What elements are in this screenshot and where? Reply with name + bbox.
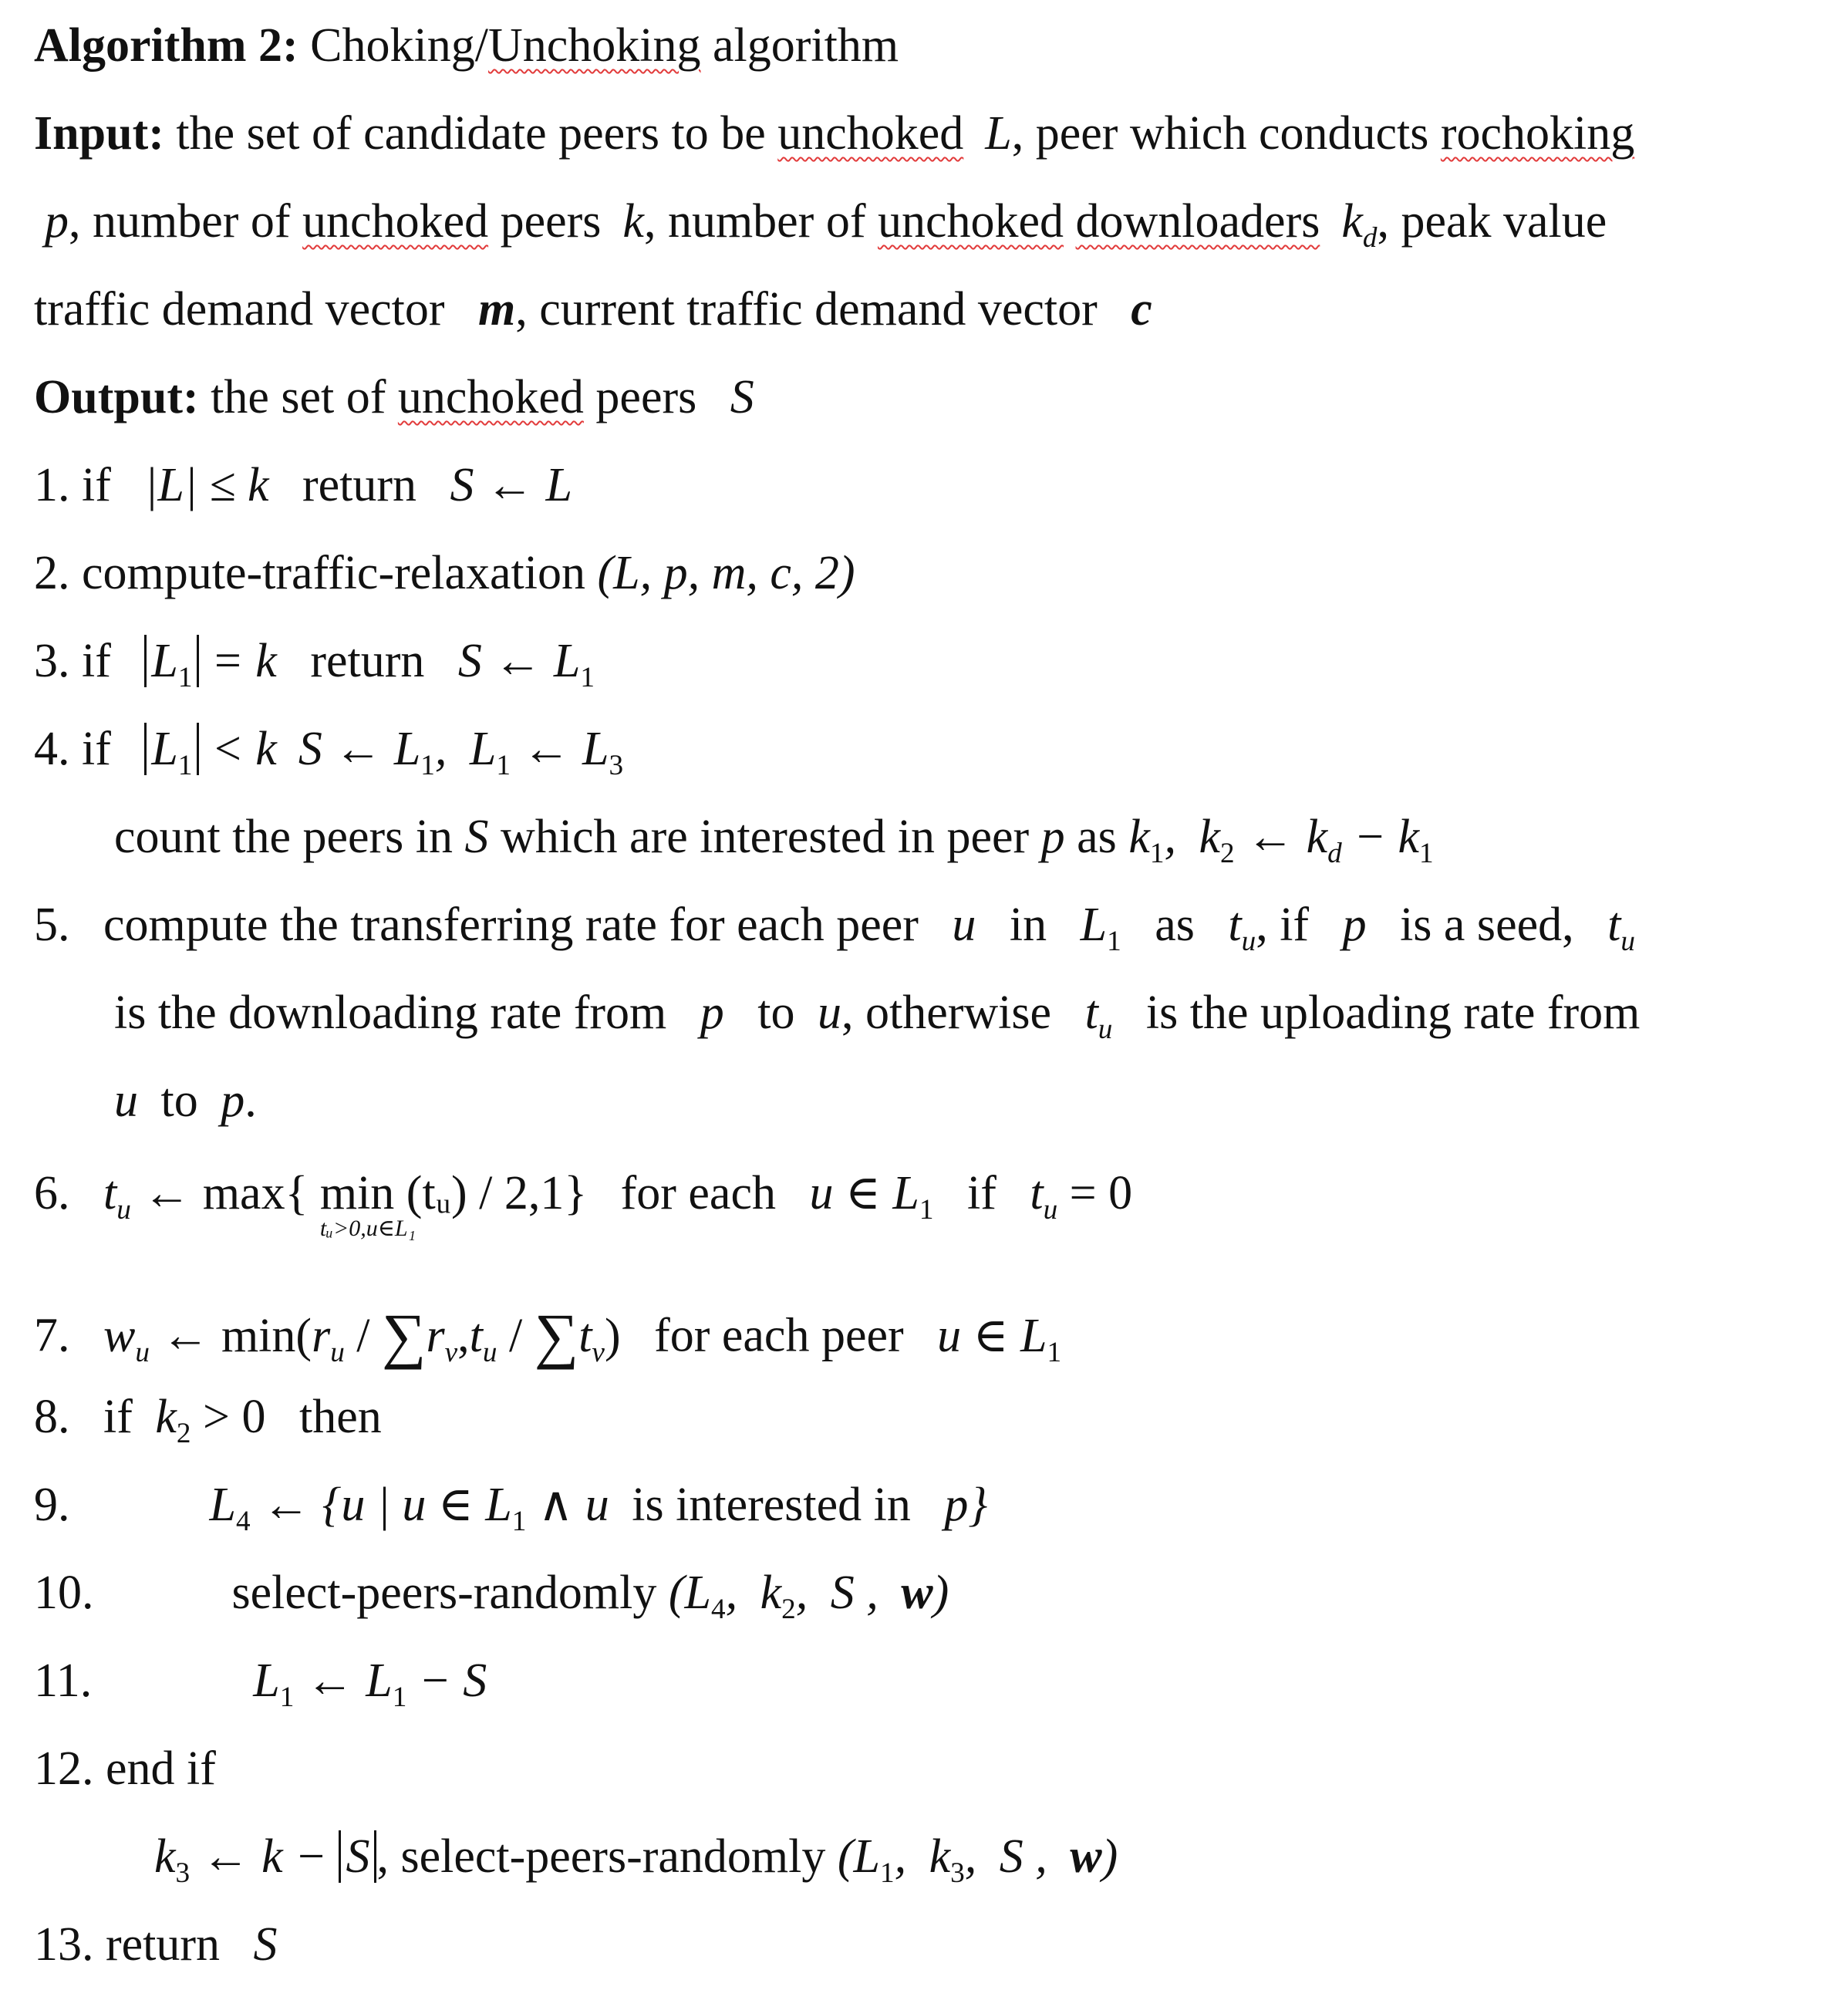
- keyword-return: return: [310, 635, 425, 687]
- title-text: Choking/: [310, 19, 488, 72]
- var-k: k: [622, 195, 644, 248]
- var-tu: $t_u$: [1607, 899, 1635, 958]
- var-u: u: [818, 987, 842, 1039]
- step-expr: $L_1 = k$: [144, 635, 276, 687]
- step-text: if: [966, 1167, 997, 1219]
- step-text: for each peer: [654, 1309, 904, 1362]
- var-kd: k: [1341, 195, 1363, 248]
- step-expr: $L_1 < k$ S ← $L_1$, $L_1$ ← $L_3$: [144, 723, 623, 775]
- step-result: S ← L: [450, 459, 573, 511]
- var-kd-sub: d: [1362, 222, 1378, 255]
- step-expr: u ∈ $L_1$: [937, 1309, 1062, 1368]
- min-limit: tᵤ>0,u∈L₁: [319, 1216, 416, 1241]
- step-text: to: [757, 987, 795, 1039]
- var-tu: $t_u$: [103, 1167, 131, 1226]
- var-tu: $t_u$: [1228, 899, 1256, 958]
- step-text: compute the transferring rate for each peer: [103, 899, 919, 951]
- step-text: for each: [620, 1167, 776, 1219]
- step-expr: u ∈ $L_1$: [809, 1167, 934, 1226]
- input-line-3: [34, 283, 1152, 336]
- var-tu: $t_u$: [1084, 987, 1113, 1046]
- step-number: 4. if: [34, 723, 111, 775]
- step-number: 7.: [34, 1309, 70, 1362]
- step-number: 5.: [34, 899, 70, 951]
- step-text: 12. end if: [34, 1742, 216, 1795]
- var-p: p: [700, 987, 724, 1039]
- title-text: algorithm: [713, 19, 899, 72]
- step-number: 11.: [34, 1654, 93, 1707]
- step-expr: (tᵤ) / 2,1}: [406, 1167, 588, 1219]
- var-L: L: [985, 107, 1012, 160]
- step-11: [34, 1654, 487, 1714]
- step-text: count the peers in: [114, 811, 454, 863]
- max-func: max{: [202, 1167, 309, 1219]
- output-label: Output:: [34, 371, 199, 423]
- step-expr: $w_u$: [103, 1309, 150, 1368]
- step-expr: $\min(r_u / \sum r_v,t_u / \sum t_v)$: [221, 1301, 621, 1370]
- step-text: select-peers-randomly: [400, 1830, 826, 1883]
- var-p: p: [1342, 899, 1367, 951]
- step-4: [34, 725, 623, 780]
- step-args: (L, p, m, c, 2): [597, 547, 855, 599]
- var-u: u: [952, 899, 976, 951]
- step-3: [34, 637, 595, 692]
- step-text: in: [1009, 899, 1047, 951]
- step-number: 10.: [34, 1567, 94, 1619]
- var-p: p: [45, 195, 69, 248]
- algorithm-title: [34, 19, 899, 72]
- min-func: min tᵤ>0,u∈L₁: [319, 1167, 416, 1241]
- step-expr: $L_1$ ← $L_1 - S$: [253, 1654, 487, 1714]
- step-6: 6. $t_u$ ← max{ min tᵤ>0,u∈L₁ (tᵤ) / 2,1} for each u ∈ $L_1$ if $t_u = 0$: [34, 1167, 1133, 1241]
- var-S: S: [253, 1918, 278, 1971]
- step-5: [34, 901, 1635, 956]
- var-tu: $t_u$: [1030, 1167, 1058, 1226]
- misspelled-word: unchoked: [777, 107, 964, 160]
- var-p: p: [1040, 811, 1065, 863]
- title-text-misspelled: Unchoking: [487, 19, 701, 72]
- step-expr: p}: [944, 1479, 988, 1531]
- step-text: select-peers-randomly: [231, 1567, 657, 1619]
- step-number: 9.: [34, 1479, 70, 1531]
- input-text: traffic demand vector: [34, 283, 445, 336]
- step-number: 1. if: [34, 459, 111, 511]
- step-text: is interested in: [632, 1479, 911, 1531]
- step-text: 2. compute-traffic-relaxation: [34, 547, 585, 599]
- input-text: , number of: [69, 195, 291, 248]
- step-text: then: [298, 1391, 382, 1443]
- misspelled-word: unchoked: [302, 195, 489, 248]
- input-line-1: [34, 107, 1635, 160]
- keyword-return: return: [302, 459, 417, 511]
- step-args: ($L_1$, $k_3$, S , w): [837, 1830, 1118, 1890]
- step-text: to: [160, 1074, 198, 1127]
- output-line: [34, 373, 754, 421]
- input-text: the set of candidate peers to be: [176, 107, 766, 160]
- var-u: u: [114, 1074, 138, 1127]
- step-expr: $k_3$ ← k − S: [154, 1830, 376, 1883]
- step-1: [34, 461, 572, 509]
- misspelled-word: unchoked: [877, 195, 1064, 248]
- step-13: [34, 1918, 278, 1971]
- input-text: , peer which conducts: [1011, 107, 1429, 160]
- step-text: which are interested in peer: [501, 811, 1030, 863]
- step-args: ($L_4$, $k_2$, S , w): [668, 1567, 949, 1626]
- output-text: peers: [595, 371, 697, 423]
- input-text: , current traffic demand vector: [515, 283, 1098, 336]
- step-expr: = 0: [1069, 1167, 1133, 1219]
- misspelled-word: downloaders: [1075, 195, 1320, 248]
- step-text: as: [1077, 811, 1117, 863]
- var-L1: $L_1$: [1080, 899, 1121, 958]
- input-text: peers: [500, 195, 602, 248]
- step-4-continuation: [114, 813, 1434, 868]
- output-text: the set of: [211, 371, 386, 423]
- step-expr: $k_1$, $k_2$ ← $k_d - k_1$: [1128, 811, 1434, 870]
- step-text: is the downloading rate from: [114, 987, 667, 1039]
- input-line-2: [34, 195, 1607, 255]
- var-c: c: [1131, 283, 1152, 336]
- step-number: 8.: [34, 1391, 70, 1443]
- step-text: as: [1155, 899, 1195, 951]
- input-text: , number of: [643, 195, 866, 248]
- step-number: 6.: [34, 1167, 70, 1219]
- algorithm-label: Algorithm 2:: [34, 19, 298, 72]
- step-text: , otherwise: [841, 987, 1052, 1039]
- step-text: is a seed,: [1400, 899, 1574, 951]
- step-number: 3. if: [34, 635, 111, 687]
- input-text: , peak value: [1377, 195, 1607, 248]
- step-10: [34, 1569, 949, 1624]
- step-number: 13. return: [34, 1918, 221, 1971]
- input-label: Input:: [34, 107, 164, 160]
- var-S: S: [464, 811, 489, 863]
- var-p: p: [221, 1074, 245, 1127]
- misspelled-word: rochoking: [1440, 107, 1635, 160]
- step-12-continuation: $k_3$ ← k − S , select-peers-randomly ($L_1$, $k_3$, S , w): [154, 1830, 1118, 1890]
- var-m: m: [477, 283, 516, 336]
- step-12: [34, 1742, 216, 1795]
- step-expr: |L| ≤ k: [144, 459, 269, 511]
- var-k2: $k_2$: [155, 1391, 191, 1450]
- step-text: , if: [1256, 899, 1310, 951]
- step-7: 7. $w_u$ ← $\min(r_u / \sum r_v,t_u / \sum t_v)$ for each peer u ∈ $L_1$: [34, 1301, 1062, 1370]
- var-S: S: [730, 371, 754, 423]
- misspelled-word: unchoked: [397, 371, 584, 423]
- step-text: is the uploading rate from: [1145, 987, 1641, 1039]
- step-8: [34, 1393, 382, 1448]
- step-expr: $L_4$ ← {u | u ∈ $L_1$ ∧ u: [209, 1479, 609, 1538]
- step-text: if: [103, 1391, 133, 1443]
- step-expr: > 0: [203, 1391, 266, 1443]
- step-5-line-2: [114, 989, 1640, 1044]
- step-result: S ← $L_1$: [457, 635, 595, 694]
- step-2: [34, 549, 855, 597]
- step-5-line-3: u to p.: [114, 1074, 257, 1127]
- step-9: [34, 1481, 987, 1536]
